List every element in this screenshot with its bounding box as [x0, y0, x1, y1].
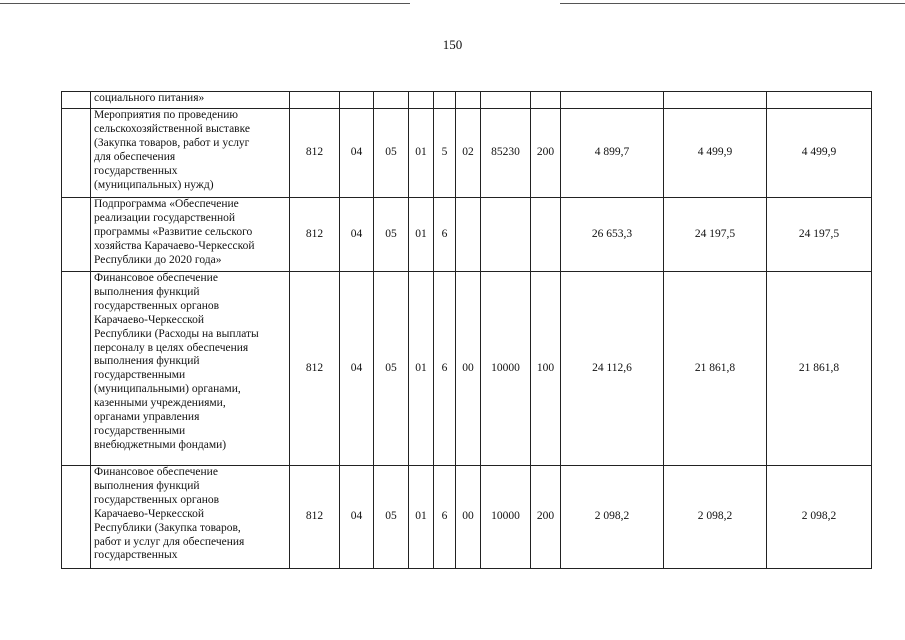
amount-cell-3: 2 098,2	[767, 466, 872, 569]
description-cell: Финансовое обеспечение выполнения функций государственных органов Карачаево-Черкесской Республики (Закупка товаров, работ и услуг для обеспечения государственных	[91, 466, 290, 569]
gr-code-cell: 812	[290, 272, 340, 466]
gr-code-cell: 812	[290, 198, 340, 272]
pr-code-cell: 05	[374, 109, 409, 198]
row-marker-cell	[62, 466, 91, 569]
description-cell: Финансовое обеспечение выполнения функций государственных органов Карачаево-Черкесской Республики (Расходы на выплаты персоналу в целях обеспечения выполнения функций государственными (муниципальными) органами, казенными учреждениями, органами управления государственными внебюджетными фондами)	[91, 272, 290, 466]
subprogram-code-cell: 5	[434, 109, 456, 198]
gr-code-cell: 812	[290, 109, 340, 198]
page-number: 150	[442, 37, 463, 52]
rz-code-cell	[340, 92, 374, 109]
vr-code-cell: 100	[531, 272, 561, 466]
direction-code-cell	[481, 92, 531, 109]
subprogram-code-cell: 6	[434, 272, 456, 466]
pr-code-cell	[374, 92, 409, 109]
amount-cell-3: 24 197,5	[767, 198, 872, 272]
description-cell: социального питания»	[91, 92, 290, 109]
program-code-cell: 01	[409, 198, 434, 272]
table-row	[62, 272, 872, 466]
pr-code-cell: 05	[374, 272, 409, 466]
amount-cell-1: 2 098,2	[561, 466, 664, 569]
activity-code-cell: 00	[456, 272, 481, 466]
rz-code-cell: 04	[340, 272, 374, 466]
rz-code-cell: 04	[340, 109, 374, 198]
amount-cell-2: 21 861,8	[664, 272, 767, 466]
description-cell: Мероприятия по проведению сельскохозяйственной выставке (Закупка товаров, работ и услуг для обеспечения государственных (муниципальных) нужд)	[91, 109, 290, 198]
direction-code-cell: 85230	[481, 109, 531, 198]
amount-cell-2: 4 499,9	[664, 109, 767, 198]
description-cell: Подпрограмма «Обеспечение реализации государственной программы «Развитие сельского хозяйства Карачаево-Черкесской Республики до 2020 года»	[91, 198, 290, 272]
subprogram-code-cell	[434, 92, 456, 109]
direction-code-cell: 10000	[481, 466, 531, 569]
vr-code-cell	[531, 198, 561, 272]
program-code-cell: 01	[409, 109, 434, 198]
program-code-cell	[409, 92, 434, 109]
amount-cell-3: 21 861,8	[767, 272, 872, 466]
table-row	[62, 198, 872, 272]
gr-code-cell: 812	[290, 466, 340, 569]
direction-code-cell	[481, 198, 531, 272]
pr-code-cell: 05	[374, 466, 409, 569]
rz-code-cell: 04	[340, 198, 374, 272]
amount-cell-1: 26 653,3	[561, 198, 664, 272]
row-marker-cell	[62, 92, 91, 109]
activity-code-cell	[456, 198, 481, 272]
activity-code-cell: 02	[456, 109, 481, 198]
amount-cell-3: 4 499,9	[767, 109, 872, 198]
row-marker-cell	[62, 272, 91, 466]
vr-code-cell: 200	[531, 109, 561, 198]
subprogram-code-cell: 6	[434, 466, 456, 569]
gr-code-cell	[290, 92, 340, 109]
vr-code-cell	[531, 92, 561, 109]
row-marker-cell	[62, 109, 91, 198]
program-code-cell: 01	[409, 272, 434, 466]
subprogram-code-cell: 6	[434, 198, 456, 272]
amount-cell-1	[561, 92, 664, 109]
amount-cell-2: 24 197,5	[664, 198, 767, 272]
table-row	[62, 109, 872, 198]
pr-code-cell: 05	[374, 198, 409, 272]
vr-code-cell: 200	[531, 466, 561, 569]
activity-code-cell	[456, 92, 481, 109]
amount-cell-2: 2 098,2	[664, 466, 767, 569]
amount-cell-2	[664, 92, 767, 109]
activity-code-cell: 00	[456, 466, 481, 569]
row-marker-cell	[62, 198, 91, 272]
scan-top-line	[560, 3, 905, 4]
direction-code-cell: 10000	[481, 272, 531, 466]
table-row	[62, 92, 872, 109]
amount-cell-1: 4 899,7	[561, 109, 664, 198]
budget-table	[61, 91, 872, 569]
amount-cell-1: 24 112,6	[561, 272, 664, 466]
program-code-cell: 01	[409, 466, 434, 569]
table-row	[62, 466, 872, 569]
rz-code-cell: 04	[340, 466, 374, 569]
scan-top-line	[0, 3, 410, 4]
amount-cell-3	[767, 92, 872, 109]
